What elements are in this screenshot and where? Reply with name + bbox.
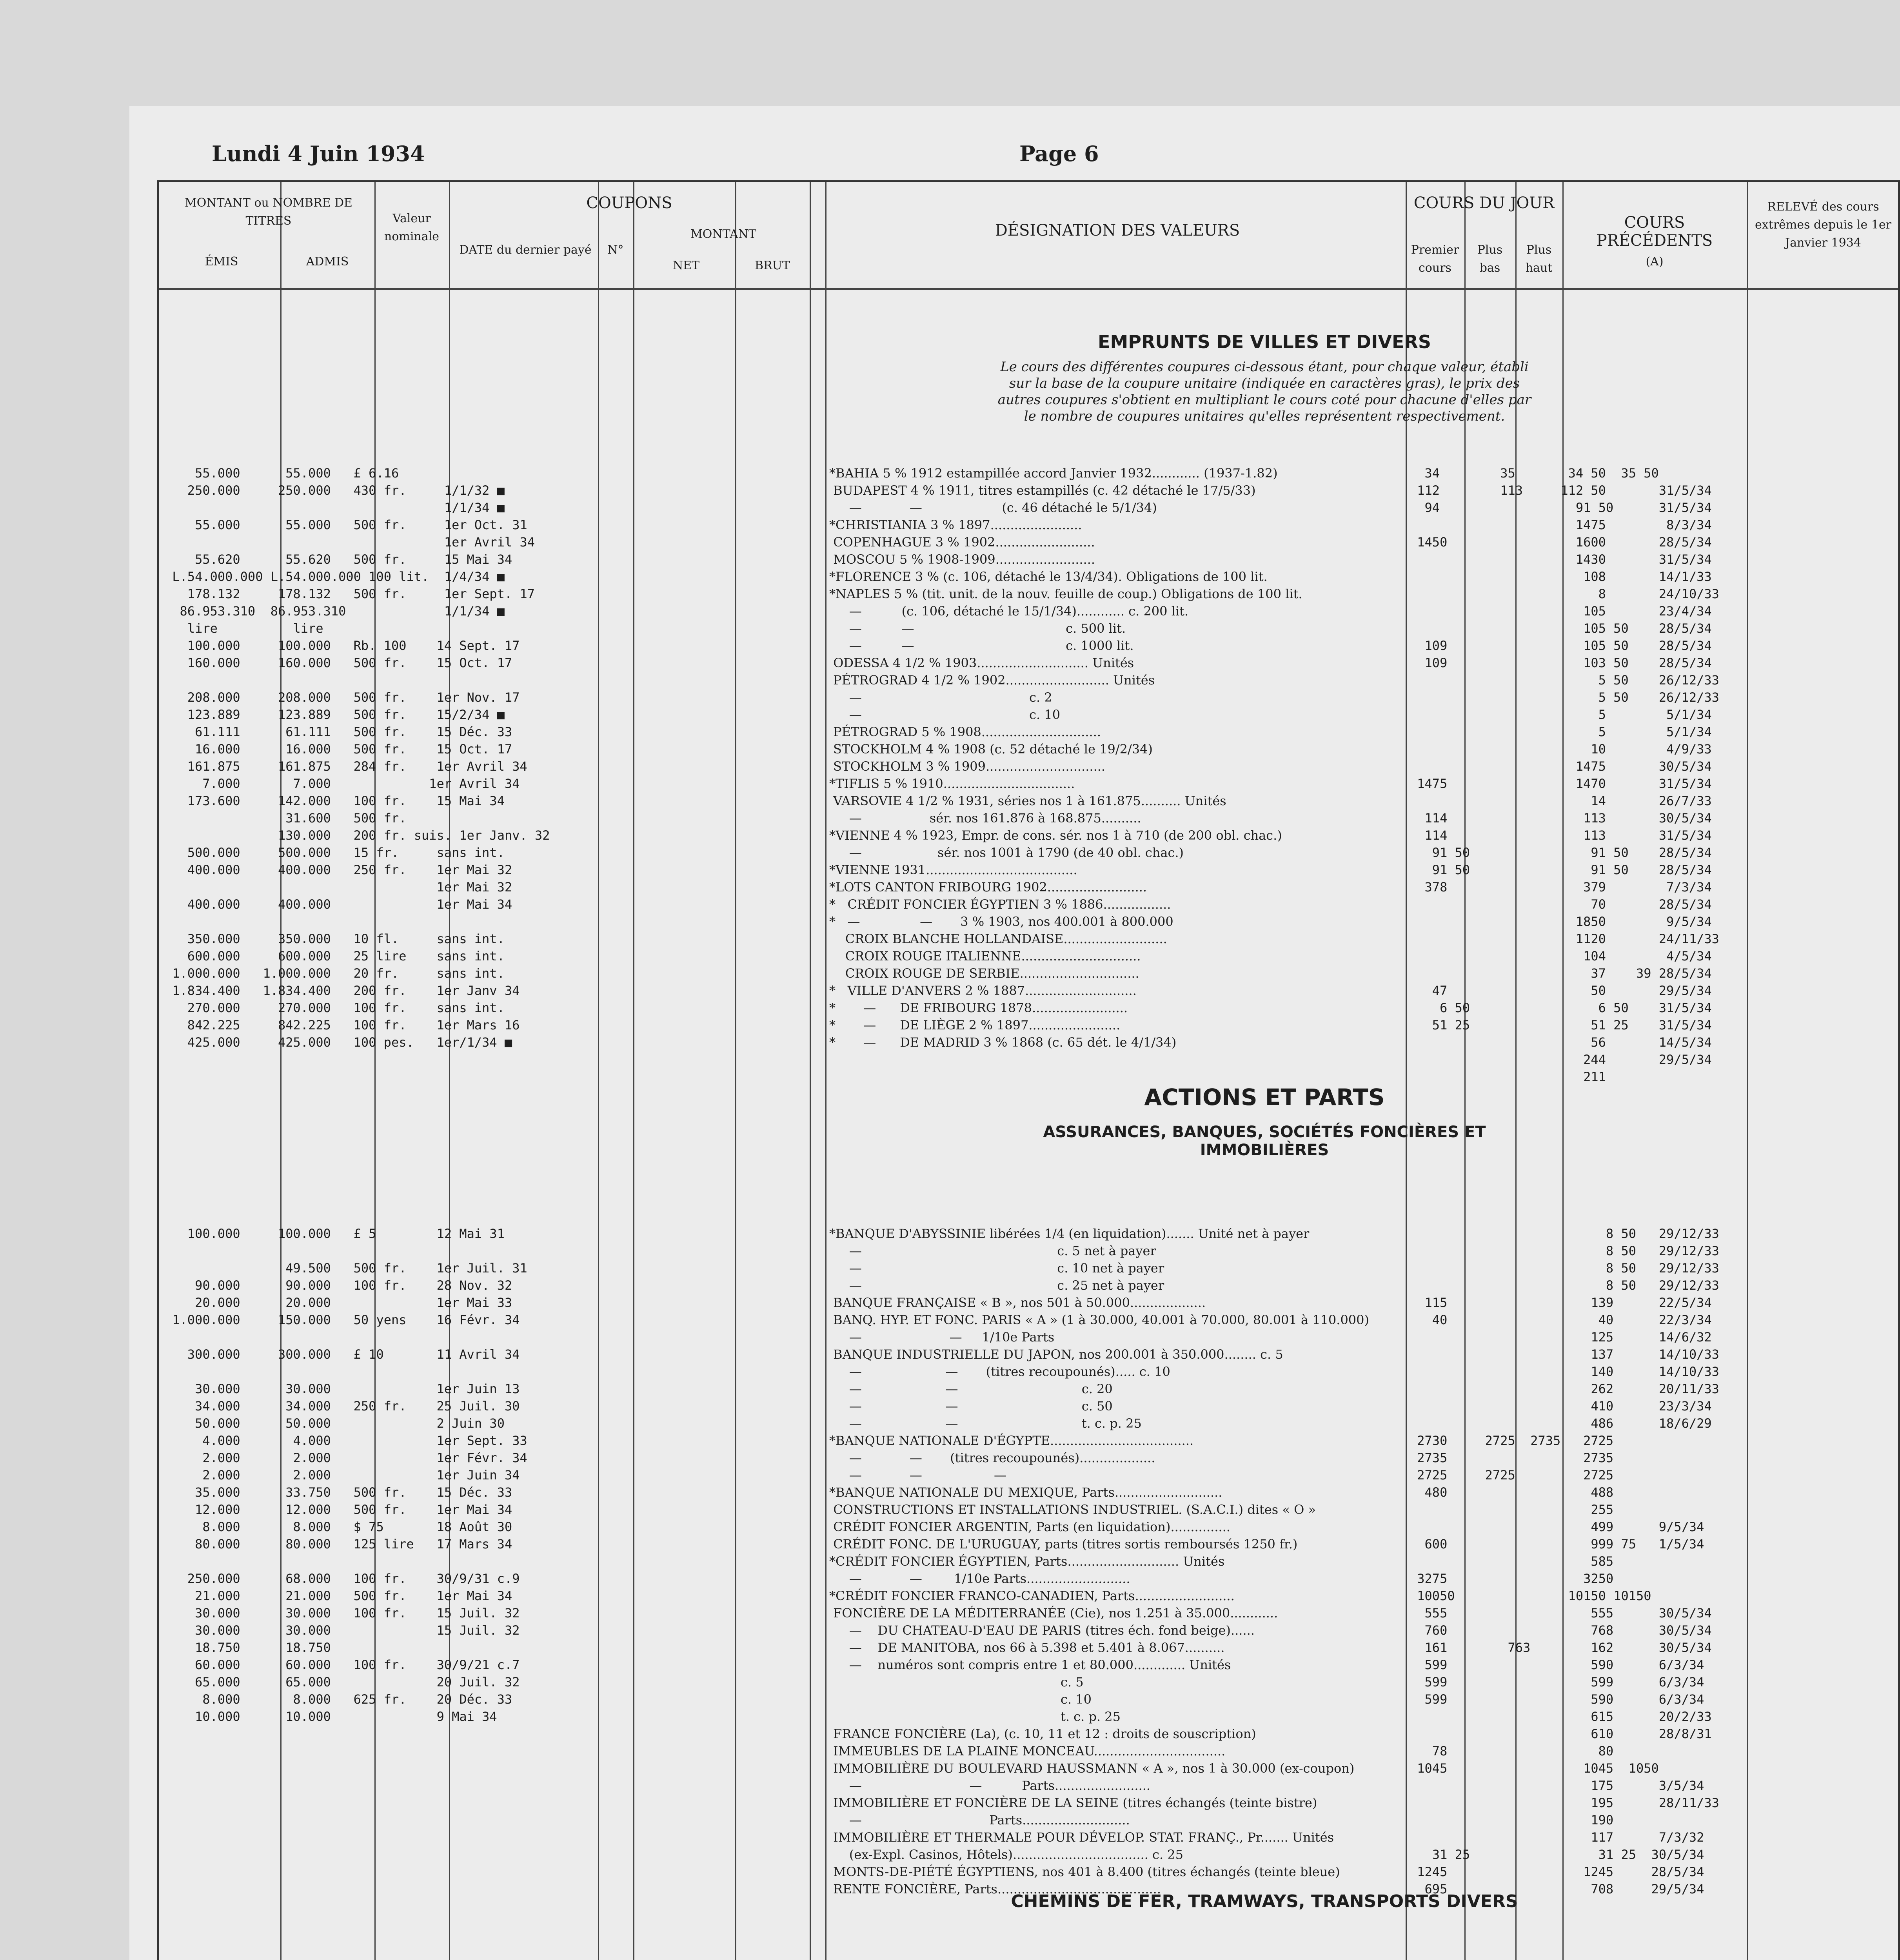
- col-brut: BRUT: [755, 259, 790, 272]
- col-designation: DÉSIGNATION DES VALEURS: [995, 221, 1240, 240]
- col-montant-titres: MONTANT ou NOMBRE DE TITRES: [185, 196, 352, 228]
- section-actions-left-data: 100.000 100.000 £ 5 12 Mai 31 49.500 500 fr. 1er Juil. 31 90.000 90.000 100 fr. 28 Nov. 32 20.000 20.000 1er Mai 33 1.000.000 150.000 50 yens 16 Févr. 34 300.000 300.000 £ 10 11 Avril 34 30.000 30.000 1er Juin 13 34.000 34.000 250 fr. 25 Juil. 30 50.000 50.000 2 Juin 30 4.000 4.000 1er Sept. 33 2.000 2.000 1er Févr. 34 2.000 2.000 1er Juin 34 35.000 33.750 500 fr. 15 Déc. 33 12.000 12.000 500 fr. 1er Mai 34 8.000 8.000 $ 75 18 Août 30 80.000 80.000 125 lire 17 Mars 34 250.000 68.000 100 fr. 30/9/31 c.9 21.000 21.000 500 fr. 1er Mai 34 30.000 30.000 100 fr. 15 Juil. 32 30.000 30.000 15 Juil. 32 18.750 18.750 60.000 60.000 100 fr. 30/9/21 c.7 65.000 65.000 20 Juil. 32 8.000 8.000 625 fr. 20 Déc. 33 10.000 10.000 9 Mai 34: [172, 1226, 527, 1724]
- section-emprunts-designations: *BAHIA 5 % 1912 estampillée accord Janvier 1932............ (1937-1.82) BUDAPEST 4 % 1911, titres estampillés (c. 42 détaché le 17/5/33) — — (c. 46 détaché le 5/1/34) *CHRISTIANIA 3 % 1897....................... COPENHAGUE 3 % 1902......................... MOSCOU 5 % 1908-1909......................... *FLORENCE 3 % (c. 106, détaché le 13/4/34). Obligations de 100 lit. *NAPLES 5 % (tit. unit. de la nouv. feuille de coup.) Obligations de 100 lit. — (c. 106, détaché le 15/1/34)............ c. 200 lit. — — c. 500 lit. — — c. 1000 lit. ODESSA 4 1/2 % 1903............................ Unités PÉTROGRAD 4 1/2 % 1902.......................... Unités — c. 2 — c. 10 PÉTROGRAD 5 % 1908.............................. STOCKHOLM 4 % 1908 (c. 52 détaché le 19/2/34) STOCKHOLM 3 % 1909.............................. *TIFLIS 5 % 1910................................. VARSOVIE 4 1/2 % 1931, séries nos 1 à 161.875.......... Unités — sér. nos 161.876 à 168.875.......... *VIENNE 4 % 1923, Empr. de cons. sér. nos 1 à 710 (de 200 obl. chac.) — sér. nos 1001 à 1790 (de 40 obl. chac.) *VIENNE 1931...................................... *LOTS CANTON FRIBOURG 1902......................... * CRÉDIT FONCIER ÉGYPTIEN 3 % 1886................. * — — 3 % 1903, nos 400.001 à 800.000 CROIX BLANCHE HOLLANDAISE.......................... CROIX ROUGE ITALIENNE.............................. CROIX ROUGE DE SERBIE.............................. * VILLE D'ANVERS 2 % 1887............................ * — DE FRIBOURG 1878........................ * — DE LIÈGE 2 % 1897....................... * — DE MADRID 3 % 1868 (c. 65 dét. le 4/1/34): [829, 466, 1302, 1050]
- section-title-chemins-de-fer: CHEMINS DE FER, TRAMWAYS, TRANSPORTS DIVERS: [1011, 1891, 1518, 1911]
- page-number: Page 6: [1019, 141, 1099, 166]
- col-admis: ADMIS: [306, 255, 349, 269]
- section-title-emprunts: EMPRUNTS DE VILLES ET DIVERS: [1098, 331, 1431, 352]
- col-releve: RELEVÉ des cours extrêmes depuis le 1er Janvier 1934: [1755, 200, 1892, 250]
- column-rule: [825, 182, 826, 1960]
- col-cours-du-jour: COURS DU JOUR: [1413, 194, 1555, 212]
- col-valeur-nominale: Valeur nominale: [384, 212, 439, 243]
- col-net: NET: [672, 259, 700, 272]
- col-premier-cours: Premier cours: [1411, 243, 1459, 275]
- section-emprunts-quotes: 34 35 34 50 35 50 112 113 112 50 31/5/34 94 91 50 31/5/34 1475 8/3/34 1450 1600 28/5/34 1430 31/5/34 108 14/1/33 8 24/10/33 105 23/4/34 105 50 28/5/34 109 105 50 28/5/34 109 103 50 28/5/34 5 50 26/12/33 5 50 26/12/33 5 5/1/34 5 5/1/34 10 4/9/33 1475 30/5/34 1475 1470 31/5/34 14 26/7/33 114 113 30/5/34 114 113 31/5/34 91 50 91 50 28/5/34 91 50 91 50 28/5/34 378 379 7/3/34 70 28/5/34 1850 9/5/34 1120 24/11/33 104 4/5/34 37 39 28/5/34 47 50 29/5/34 6 50 6 50 31/5/34 51 25 51 25 31/5/34 56 14/5/34 244 29/5/34 211: [1417, 466, 1719, 1084]
- col-cours-precedents: COURS PRÉCÉDENTS: [1596, 214, 1713, 250]
- stock-quotation-table: [157, 180, 1900, 1960]
- page-date: Lundi 4 Juin 1934: [212, 141, 425, 166]
- col-cours-precedents-sub: (A): [1646, 255, 1664, 269]
- col-coupons: COUPONS: [586, 194, 672, 212]
- section-title-actions: ACTIONS ET PARTS: [1144, 1084, 1385, 1111]
- section-actions-designations: *BANQUE D'ABYSSINIE libérées 1/4 (en liquidation)....... Unité net à payer — c. 5 net à payer — c. 10 net à payer — c. 25 net à payer BANQUE FRANÇAISE « B », nos 501 à 50.000................... BANQ. HYP. ET FONC. PARIS « A » (1 à 30.000, 40.001 à 70.000, 80.001 à 110.000) — — 1/10e Parts BANQUE INDUSTRIELLE DU JAPON, nos 200.001 à 350.000........ c. 5 — — (titres recoupounés)..... c. 10 — — c. 20 — — c. 50 — — t. c. p. 25 *BANQUE NATIONALE D'ÉGYPTE.................................... — — (titres recoupounés)................... — — — *BANQUE NATIONALE DU MEXIQUE, Parts........................... CONSTRUCTIONS ET INSTALLATIONS INDUSTRIEL. (S.A.C.I.) dites « O » CRÉDIT FONCIER ARGENTIN, Parts (en liquidation)............... CRÉDIT FONC. DE L'URUGUAY, parts (titres sortis remboursés 1250 fr.) *CRÉDIT FONCIER ÉGYPTIEN, Parts............................ Unités — — 1/10e Parts.......................... *CRÉDIT FONCIER FRANCO-CANADIEN, Parts......................... FONCIÈRE DE LA MÉDITERRANÉE (Cie), nos 1.251 à 35.000............ — DU CHATEAU-D'EAU DE PARIS (titres éch. fond beige)...... — DE MANITOBA, nos 66 à 5.398 et 5.401 à 8.067.......... — numéros sont compris entre 1 et 80.000............. Unités c. 5 c. 10 t. c. p. 25 FRANCE FONCIÈRE (La), (c. 10, 11 et 12 : droits de souscription) IMMEUBLES DE LA PLAINE MONCEAU................................. IMMOBILIÈRE DU BOULEVARD HAUSSMANN « A », nos 1 à 30.000 (ex-coupon) — — Parts........................ IMMOBILIÈRE ET FONCIÈRE DE LA SEINE (titres échangés (teinte bistre) — Parts........................... IMMOBILIÈRE ET THERMALE POUR DÉVELOP. STAT. FRANÇ., Pr....... Unités (ex-Expl. Casinos, Hôtels).................................. c. 25 MONTS-DE-PIÉTÉ ÉGYPTIENS, nos 401 à 8.400 (titres échangés (teinte bleue) RENTE FONCIÈRE, Parts.........................................: [829, 1226, 1369, 1896]
- section-note: Le cours des différentes coupures ci-dessous étant, pour chaque valeur, établi sur la base de la coupure unitaire (indiquée en caractères gras), le prix des autres coupures s'obtient en multipliant le cours coté pour chacune d'elles par le nombre de coupures unitaires qu'elles représentent respectivement.: [997, 359, 1531, 424]
- col-montant: MONTANT: [690, 227, 756, 241]
- section-emprunts-left-data: 55.000 55.000 £ 6.16 250.000 250.000 430 fr. 1/1/32 ■ 1/1/34 ■ 55.000 55.000 500 fr. 1er Oct. 31 1er Avril 34 55.620 55.620 500 fr. 15 Mai 34 L.54.000.000 L.54.000.000 100 lit. 1/4/34 ■ 178.132 178.132 500 fr. 1er Sept. 17 86.953.310 86.953.310 1/1/34 ■ lire lire 100.000 100.000 Rb. 100 14 Sept. 17 160.000 160.000 500 fr. 15 Oct. 17 208.000 208.000 500 fr. 1er Nov. 17 123.889 123.889 500 fr. 15/2/34 ■ 61.111 61.111 500 fr. 15 Déc. 33 16.000 16.000 500 fr. 15 Oct. 17 161.875 161.875 284 fr. 1er Avril 34 7.000 7.000 1er Avril 34 173.600 142.000 100 fr. 15 Mai 34 31.600 500 fr. 130.000 200 fr. suis. 1er Janv. 32 500.000 500.000 15 fr. sans int. 400.000 400.000 250 fr. 1er Mai 32 1er Mai 32 400.000 400.000 1er Mai 34 350.000 350.000 10 fl. sans int. 600.000 600.000 25 lire sans int. 1.000.000 1.000.000 20 fr. sans int. 1.834.400 1.834.400 200 fr. 1er Janv 34 270.000 270.000 100 fr. sans int. 842.225 842.225 100 fr. 1er Mars 16 425.000 425.000 100 pes. 1er/1/34 ■: [172, 466, 550, 1050]
- column-rule: [1406, 182, 1407, 1960]
- col-emis: ÉMIS: [205, 255, 238, 269]
- col-numero: N°: [607, 243, 624, 257]
- col-date-dernier-paye: DATE du dernier payé: [459, 243, 592, 257]
- section-subtitle-assurances: ASSURANCES, BANQUES, SOCIÉTÉS FONCIÈRES ET IMMOBILIÈRES: [1043, 1123, 1486, 1159]
- col-plus-bas: Plus bas: [1477, 243, 1503, 275]
- col-plus-haut: Plus haut: [1525, 243, 1553, 275]
- section-actions-quotes: 8 50 29/12/33 8 50 29/12/33 8 50 29/12/33 8 50 29/12/33 115 139 22/5/34 40 40 22/3/34 125 14/6/32 137 14/10/33 140 14/10/33 262 20/11/33 410 23/3/34 486 18/6/29 2730 2725 2735 2725 2735 2735 2725 2725 2725 480 488 255 499 9/5/34 600 999 75 1/5/34 585 3275 3250 10050 10150 10150 555 555 30/5/34 760 768 30/5/34 161 763 162 30/5/34 599 590 6/3/34 599 599 6/3/34 599 590 6/3/34 615 20/2/33 610 28/8/31 78 80 1045 1045 1050 175 3/5/34 195 28/11/33 190 117 7/3/32 31 25 31 25 30/5/34 1245 1245 28/5/34 695 708 29/5/34: [1417, 1226, 1719, 1896]
- header-rule: [159, 288, 1898, 290]
